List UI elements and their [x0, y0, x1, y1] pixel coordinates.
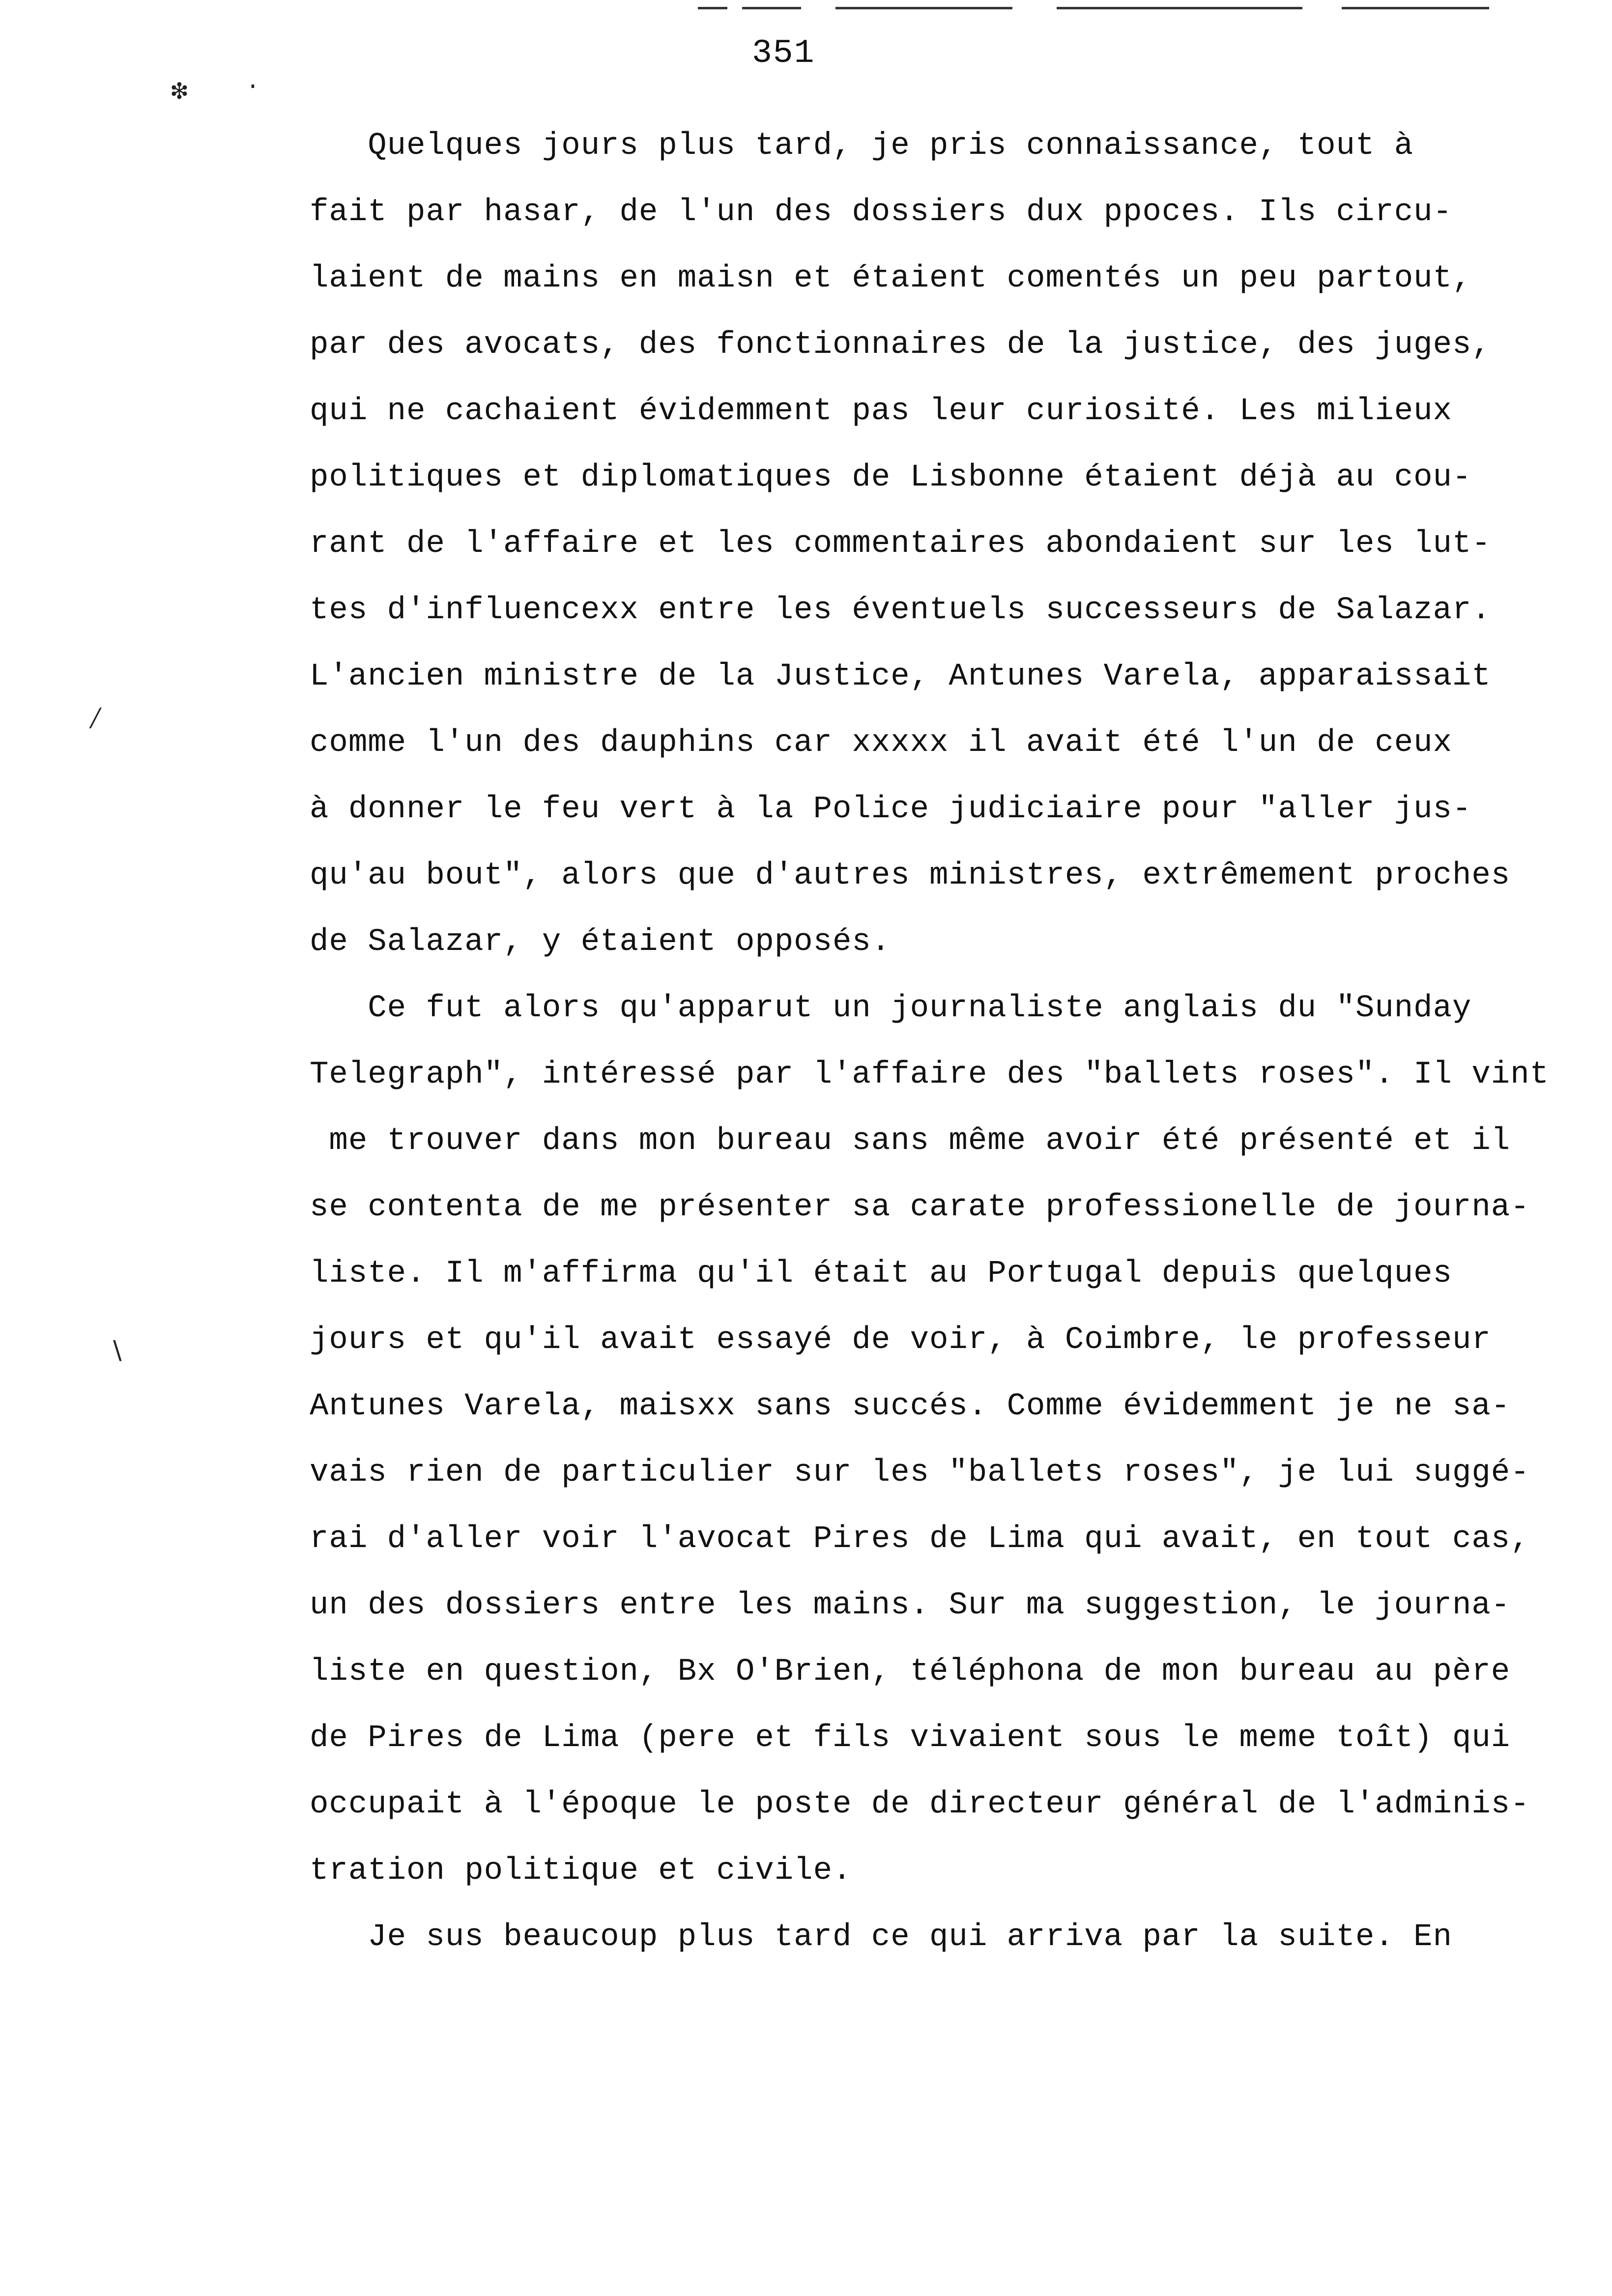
text-line: L'ancien ministre de la Justice, Antunes Varela, apparaissait: [310, 659, 1491, 694]
top-rule-3: [835, 7, 1012, 9]
text-line: Je sus beaucoup plus tard ce qui arriva par la suite. En: [310, 1920, 1452, 1955]
margin-backslash-mark: ∖: [108, 1339, 125, 1368]
text-line: comme l'un des dauphins car xxxxx il avait été l'un de ceux: [310, 725, 1452, 761]
top-rule-2: [742, 7, 801, 9]
text-line: Telegraph", intéressé par l'affaire des "ballets roses". Il vint: [310, 1057, 1549, 1092]
text-line: Ce fut alors qu'apparut un journaliste anglais du "Sunday: [310, 991, 1472, 1026]
text-line: qui ne cachaient évidemment pas leur curiosité. Les milieux: [310, 394, 1452, 429]
text-line: occupait à l'époque le poste de directeur général de l'adminis-: [310, 1787, 1530, 1822]
text-line: à donner le feu vert à la Police judiciaire pour "aller jus-: [310, 792, 1472, 827]
typed-text-body: [310, 113, 1587, 1971]
margin-blot-mark: ❇: [171, 76, 188, 107]
text-line: rai d'aller voir l'avocat Pires de Lima qui avait, en tout cas,: [310, 1521, 1530, 1557]
top-rule-1: [698, 7, 727, 9]
text-line: rant de l'affaire et les commentaires abondaient sur les lut-: [310, 526, 1491, 562]
text-line: de Pires de Lima (pere et fils vivaient sous le meme toît) qui: [310, 1721, 1511, 1756]
text-line: laient de mains en maisn et étaient comentés un peu partout,: [310, 261, 1472, 296]
text-line: vais rien de particulier sur les "ballets roses", je lui suggé-: [310, 1455, 1530, 1491]
text-line: liste. Il m'affirma qu'il était au Portugal depuis quelques: [310, 1256, 1452, 1292]
text-line: de Salazar, y étaient opposés.: [310, 924, 891, 960]
text-line: Quelques jours plus tard, je pris connaissance, tout à: [310, 128, 1414, 164]
text-line: liste en question, Bx O'Brien, téléphona de mon bureau au père: [310, 1654, 1511, 1690]
text-line: me trouver dans mon bureau sans même avoir été présenté et il: [310, 1123, 1511, 1159]
page-number: 351: [752, 34, 815, 72]
text-line: se contenta de me présenter sa carate professionelle de journa-: [310, 1190, 1530, 1225]
text-line: fait par hasar, de l'un des dossiers dux ppoces. Ils circu-: [310, 195, 1452, 230]
text-line: Antunes Varela, maisxx sans succés. Comme évidemment je ne sa-: [310, 1389, 1511, 1424]
top-rule-4: [1057, 7, 1302, 9]
text-line: tes d'influencexx entre les éventuels successeurs de Salazar.: [310, 593, 1491, 628]
text-line: tration politique et civile.: [310, 1853, 852, 1889]
top-rule-5: [1342, 7, 1489, 9]
text-line: par des avocats, des fonctionnaires de la justice, des juges,: [310, 327, 1491, 363]
text-line: un des dossiers entre les mains. Sur ma suggestion, le journa-: [310, 1588, 1511, 1623]
text-line: qu'au bout", alors que d'autres ministres, extrêmement proches: [310, 858, 1511, 893]
margin-slash-mark: ⁄: [86, 703, 105, 738]
margin-dot-mark: ·: [246, 74, 260, 100]
text-line: politiques et diplomatiques de Lisbonne étaient déjà au cou-: [310, 460, 1472, 495]
text-line: jours et qu'il avait essayé de voir, à Coimbre, le professeur: [310, 1322, 1491, 1358]
